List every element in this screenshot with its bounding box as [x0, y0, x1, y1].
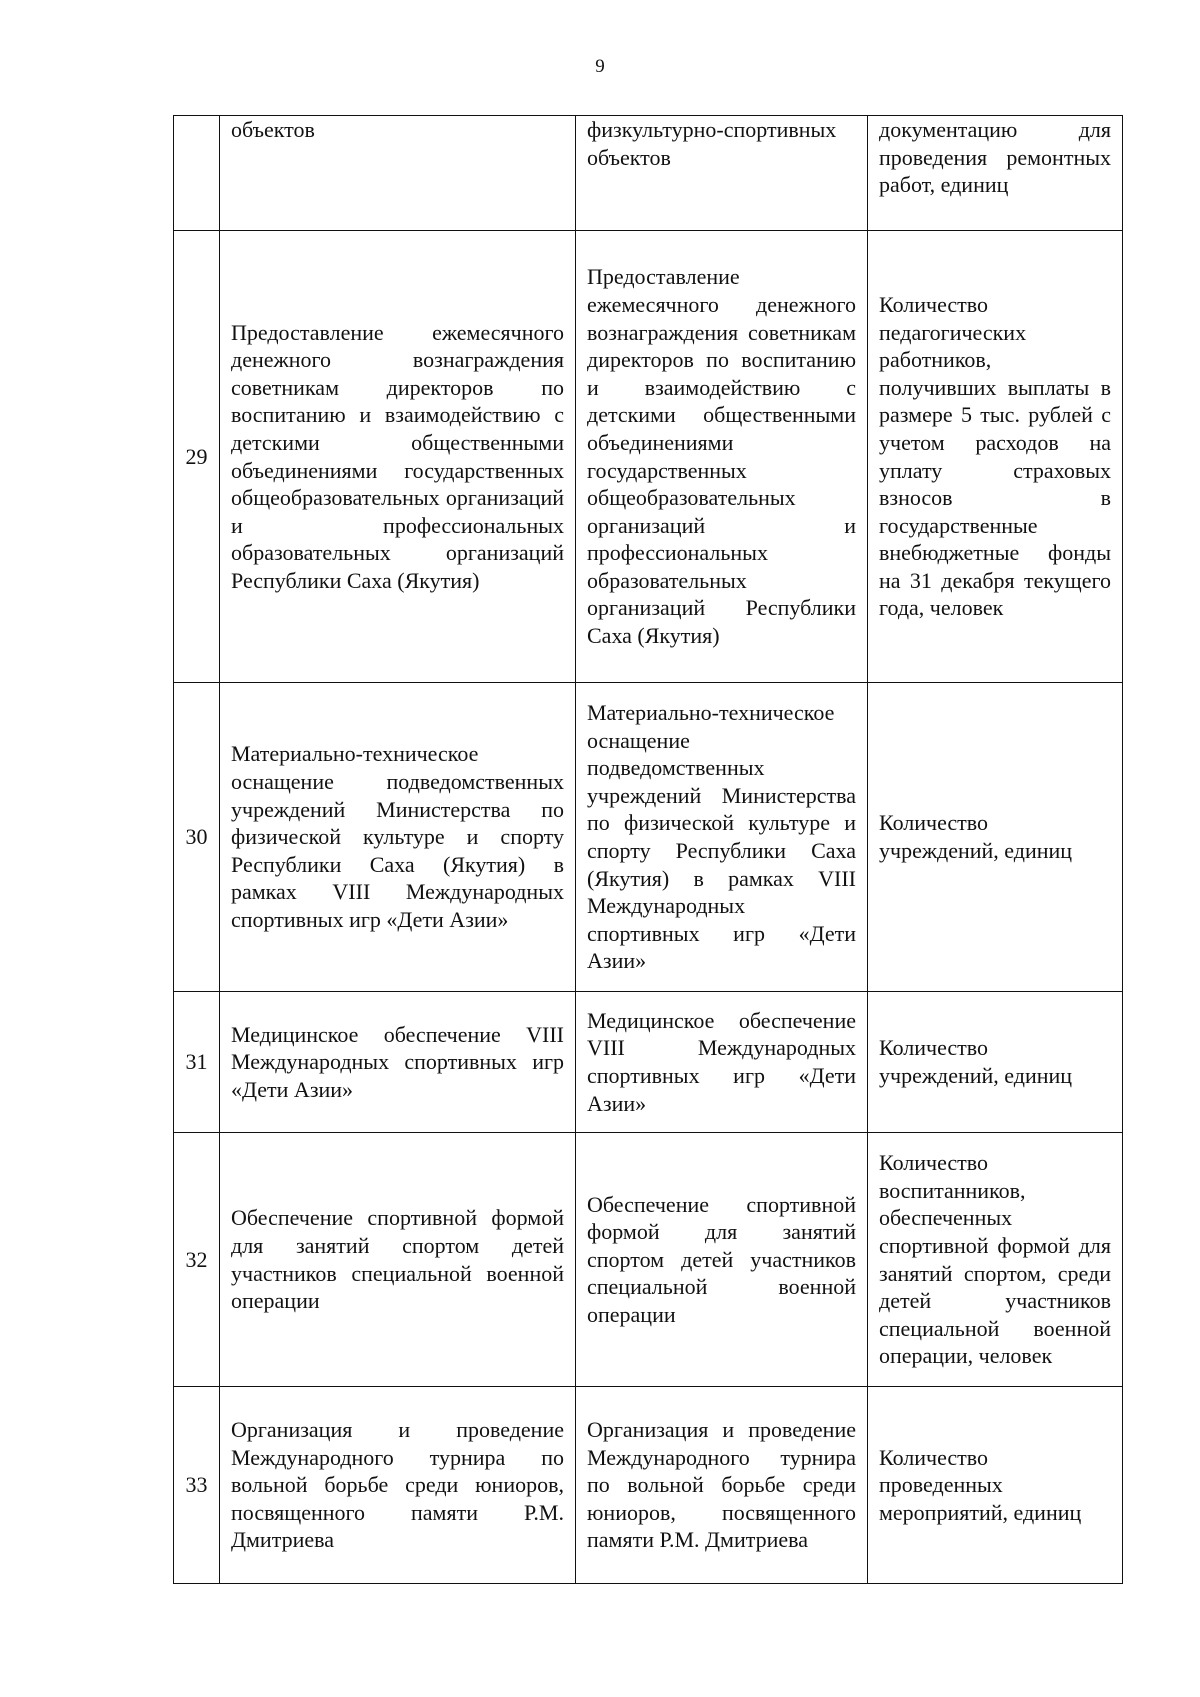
table-row — [174, 992, 1123, 1133]
indicator-cell: Количество проведенных мероприятий, единиц — [868, 1387, 1123, 1584]
indicator-cell: Количество учреждений, единиц — [868, 683, 1123, 992]
measure-name-cell: Организация и проведение Международного турнира по вольной борьбе среди юниоров, посвященного памяти Р.М. Дмитриева — [220, 1387, 576, 1584]
result-cell: Обеспечение спортивной формой для занятий спортом детей участников специальной военной операции — [576, 1133, 868, 1387]
measure-name-cell: Предоставление ежемесячного денежного вознаграждения советникам директоров по воспитанию и взаимодействию с детскими общественными объединениями государственных общеобразовательных организаций и профессиональных образовательных организаций Республики Саха (Якутия) — [220, 231, 576, 683]
measure-name-cell: Обеспечение спортивной формой для занятий спортом детей участников специальной военной операции — [220, 1133, 576, 1387]
table-row — [174, 116, 1123, 231]
page-number: 9 — [595, 56, 605, 77]
indicator-cell: Количество педагогических работников, получивших выплаты в размере 5 тыс. рублей с учетом расходов на уплату страховых взносов в государственные внебюджетные фонды на 31 декабря текущего года, человек — [868, 231, 1123, 683]
measures-table — [173, 115, 1123, 1584]
table-row — [174, 1387, 1123, 1584]
indicator-cell: Количество учреждений, единиц — [868, 992, 1123, 1133]
row-number: 32 — [174, 1133, 220, 1387]
indicator-cell: Количество воспитанников, обеспеченных спортивной формой для занятий спортом, среди детей участников специальной военной операции, человек — [868, 1133, 1123, 1387]
table-row — [174, 1133, 1123, 1387]
row-number: 30 — [174, 683, 220, 992]
table-row — [174, 231, 1123, 683]
result-cell: Предоставление ежемесячного денежного вознаграждения советникам директоров по воспитанию и взаимодействию с детскими общественными объединениями государственных общеобразовательных организаций и профессиональных образовательных организаций Республики Саха (Якутия) — [576, 231, 868, 683]
row-number — [174, 116, 220, 231]
result-cell: Организация и проведение Международного турнира по вольной борьбе среди юниоров, посвященного памяти Р.М. Дмитриева — [576, 1387, 868, 1584]
measure-name-cell: Материально-техническое оснащение подведомственных учреждений Министерства по физической культуре и спорту Республики Саха (Якутия) в рамках VIII Международных спортивных игр «Дети Азии» — [220, 683, 576, 992]
indicator-cell: документацию для проведения ремонтных работ, единиц — [868, 116, 1123, 231]
result-cell: Материально-техническое оснащение подведомственных учреждений Министерства по физической культуре и спорту Республики Саха (Якутия) в рамках VIII Международных спортивных игр «Дети Азии» — [576, 683, 868, 992]
result-cell: Медицинское обеспечение VIII Международных спортивных игр «Дети Азии» — [576, 992, 868, 1133]
row-number: 29 — [174, 231, 220, 683]
row-number: 33 — [174, 1387, 220, 1584]
row-number: 31 — [174, 992, 220, 1133]
result-cell: физкультурно-спортивных объектов — [576, 116, 868, 231]
table-row — [174, 683, 1123, 992]
measure-name-cell: Медицинское обеспечение VIII Международных спортивных игр «Дети Азии» — [220, 992, 576, 1133]
measure-name-cell: объектов — [220, 116, 576, 231]
